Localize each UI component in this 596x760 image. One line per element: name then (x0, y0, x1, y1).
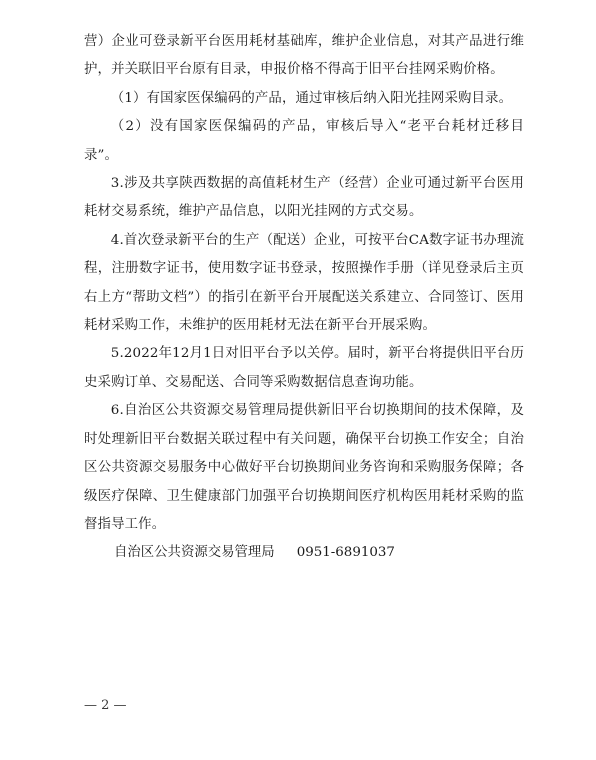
paragraph-item-5: 5.2022年12月1日对旧平台予以关停。届时，新平台将提供旧平台历史采购订单、交易配送、合同等采购数据信息查询功能。 (84, 346, 524, 390)
paragraph-item-4: 4.首次登录新平台的生产（配送）企业，可按平台CA数字证书办理流程，注册数字证书，使用数字证书登录，按照操作手册（详见登录后主页右上方“帮助文档”）的指引在新平台开展配送关系建立、合同签订、医用耗材采购工作，未维护的医用耗材无法在新平台开展采购。 (84, 232, 524, 334)
page-number: — 2 — (84, 698, 127, 713)
contact-line (84, 539, 524, 567)
paragraph-item-2: （2）没有国家医保编码的产品，审核后导入“老平台耗材迁移目录”。 (84, 119, 524, 163)
paragraph-item-6: 6.自治区公共资源交易管理局提供新旧平台切换期间的技术保障，及时处理新旧平台数据关联过程中有关问题，确保平台切换工作安全；自治区公共资源交易服务中心做好平台切换期间业务咨询和采购服务保障；各级医疗保障、卫生健康部门加强平台切换期间医疗机构医用耗材采购的监督指导工作。 (84, 403, 524, 532)
paragraph-item-3: 3.涉及共享陕西数据的高值耗材生产（经营）企业可通过新平台医用耗材交易系统，维护产品信息，以阳光挂网的方式交易。 (84, 176, 524, 220)
contact-agency: 自治区公共资源交易管理局 (114, 545, 275, 561)
paragraph-enterprise-maintenance: 营）企业可登录新平台医用耗材基础库，维护企业信息，对其产品进行维护，并关联旧平台原有目录，申报价格不得高于旧平台挂网采购价格。 (84, 34, 524, 78)
contact-phone: 0951-6891037 (296, 545, 395, 561)
document-body (84, 28, 524, 568)
paragraph-item-1: （1）有国家医保编码的产品，通过审核后纳入阳光挂网采购目录。 (110, 90, 513, 106)
